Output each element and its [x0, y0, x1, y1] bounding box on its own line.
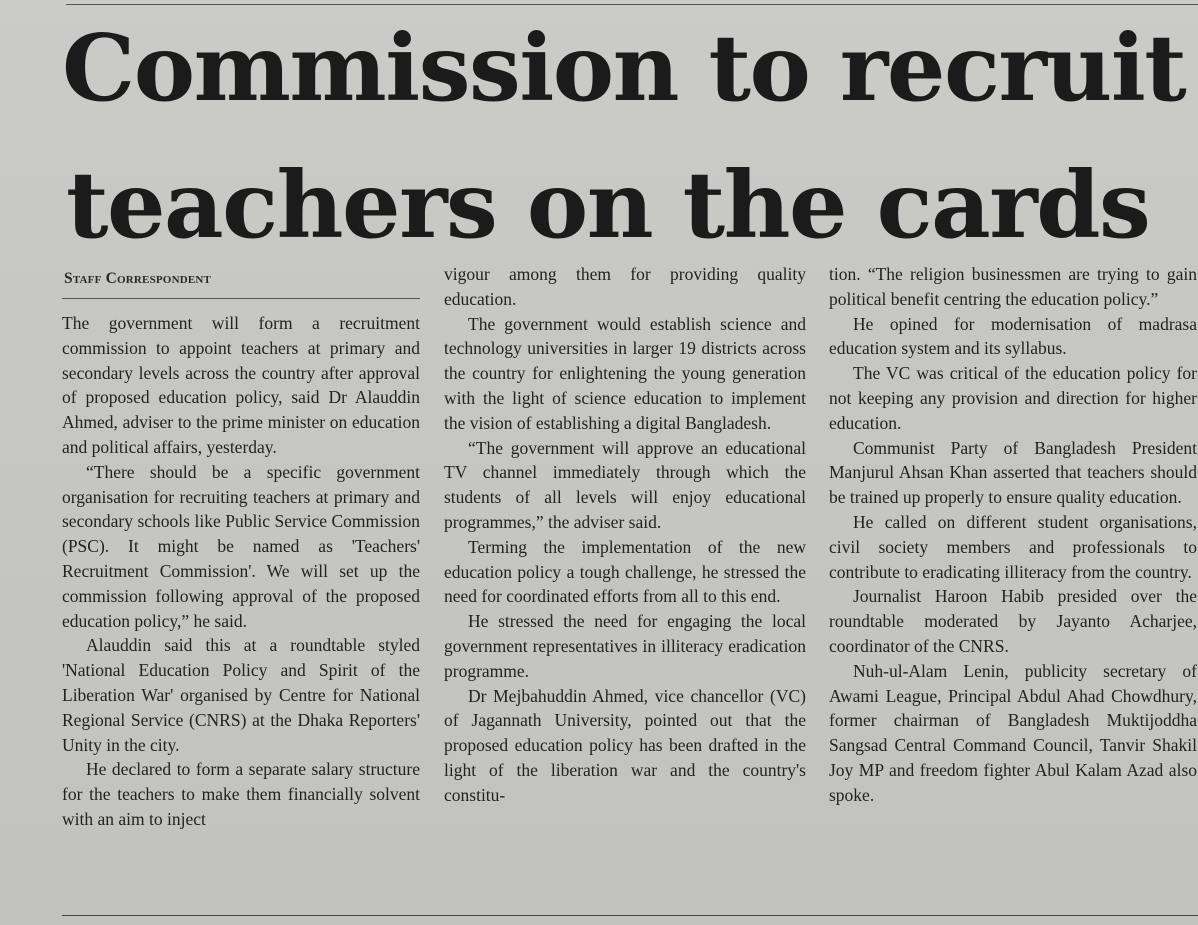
headline-line-1: Commission to recruit [62, 14, 1186, 122]
article-column-2 [444, 262, 806, 808]
article-paragraph: Nuh-ul-Alam Lenin, publicity secretary of Awami League, Principal Abdul Ahad Chowdhury, former chairman of Bangladesh Muktijoddha Sangsad Central Command Council, Tanvir Shakil Joy MP and freedom fighter Abul Kalam Azad also spoke. [829, 660, 1197, 805]
article-paragraph: Journalist Haroon Habib presided over the roundtable moderated by Jayanto Acharjee, coordinator of the CNRS. [829, 586, 1197, 656]
article-column-3 [829, 262, 1197, 808]
article-paragraph: Communist Party of Bangladesh President Manjurul Ahsan Khan asserted that teachers should be trained up properly to ensure quality education. [829, 437, 1197, 508]
headline-line-2: teachers on the cards [66, 151, 1150, 259]
article-paragraph: Alauddin said this at a roundtable styled 'National Education Policy and Spirit of the Liberation War' organised by Centre for National Regional Service (CNRS) at the Dhaka Reporters' Unity in the city. [62, 635, 420, 755]
article-paragraph: The VC was critical of the education policy for not keeping any provision and direction for higher education. [829, 363, 1197, 433]
article-paragraph: tion. “The religion businessmen are trying to gain political benefit centring the education policy.” [829, 264, 1197, 309]
article-paragraph: Dr Mejbahuddin Ahmed, vice chancellor (VC) of Jagannath University, pointed out that the proposed education policy has been drafted in the light of the liberation war and the country's constitu- [444, 685, 806, 805]
article-paragraph: The government will form a recruitment commission to appoint teachers at primary and secondary levels across the country after approval of proposed education policy, said Dr Alauddin Ahmed, adviser to the prime minister on education and political affairs, yesterday. [62, 313, 420, 457]
article-paragraph: He stressed the need for engaging the local government representatives in illiteracy eradication programme. [444, 611, 806, 681]
article-column-1 [62, 262, 420, 832]
article-paragraph: He opined for modernisation of madrasa education system and its syllabus. [829, 313, 1197, 359]
top-rule [66, 4, 1198, 5]
article-paragraph: Terming the implementation of the new education policy a tough challenge, he stressed the need for coordinated efforts from all to this end. [444, 536, 806, 607]
article-paragraph: He declared to form a separate salary structure for the teachers to make them financially solvent with an aim to inject [62, 759, 420, 829]
article-paragraph: The government would establish science and technology universities in larger 19 districts across the country for enlightening the young generation with the light of science education to implement the vision of establishing a digital Bangladesh. [444, 313, 806, 433]
bottom-rule [62, 915, 1198, 916]
article-paragraph: vigour among them for providing quality education. [444, 264, 806, 309]
article-paragraph: “There should be a specific government organisation for recruiting teachers at primary and secondary schools like Public Service Commission (PSC). It might be named as 'Teachers' Recruitment Commission'. We will set up the commission following approval of the proposed education policy,” he said. [62, 461, 420, 631]
byline: Staff Correspondent [62, 262, 420, 299]
article-paragraph: “The government will approve an educational TV channel immediately through which the students of all levels will enjoy educational programmes,” the adviser said. [444, 437, 806, 532]
article-paragraph: He called on different student organisations, civil society members and professionals to contribute to eradicating illiteracy from the country. [829, 511, 1197, 582]
